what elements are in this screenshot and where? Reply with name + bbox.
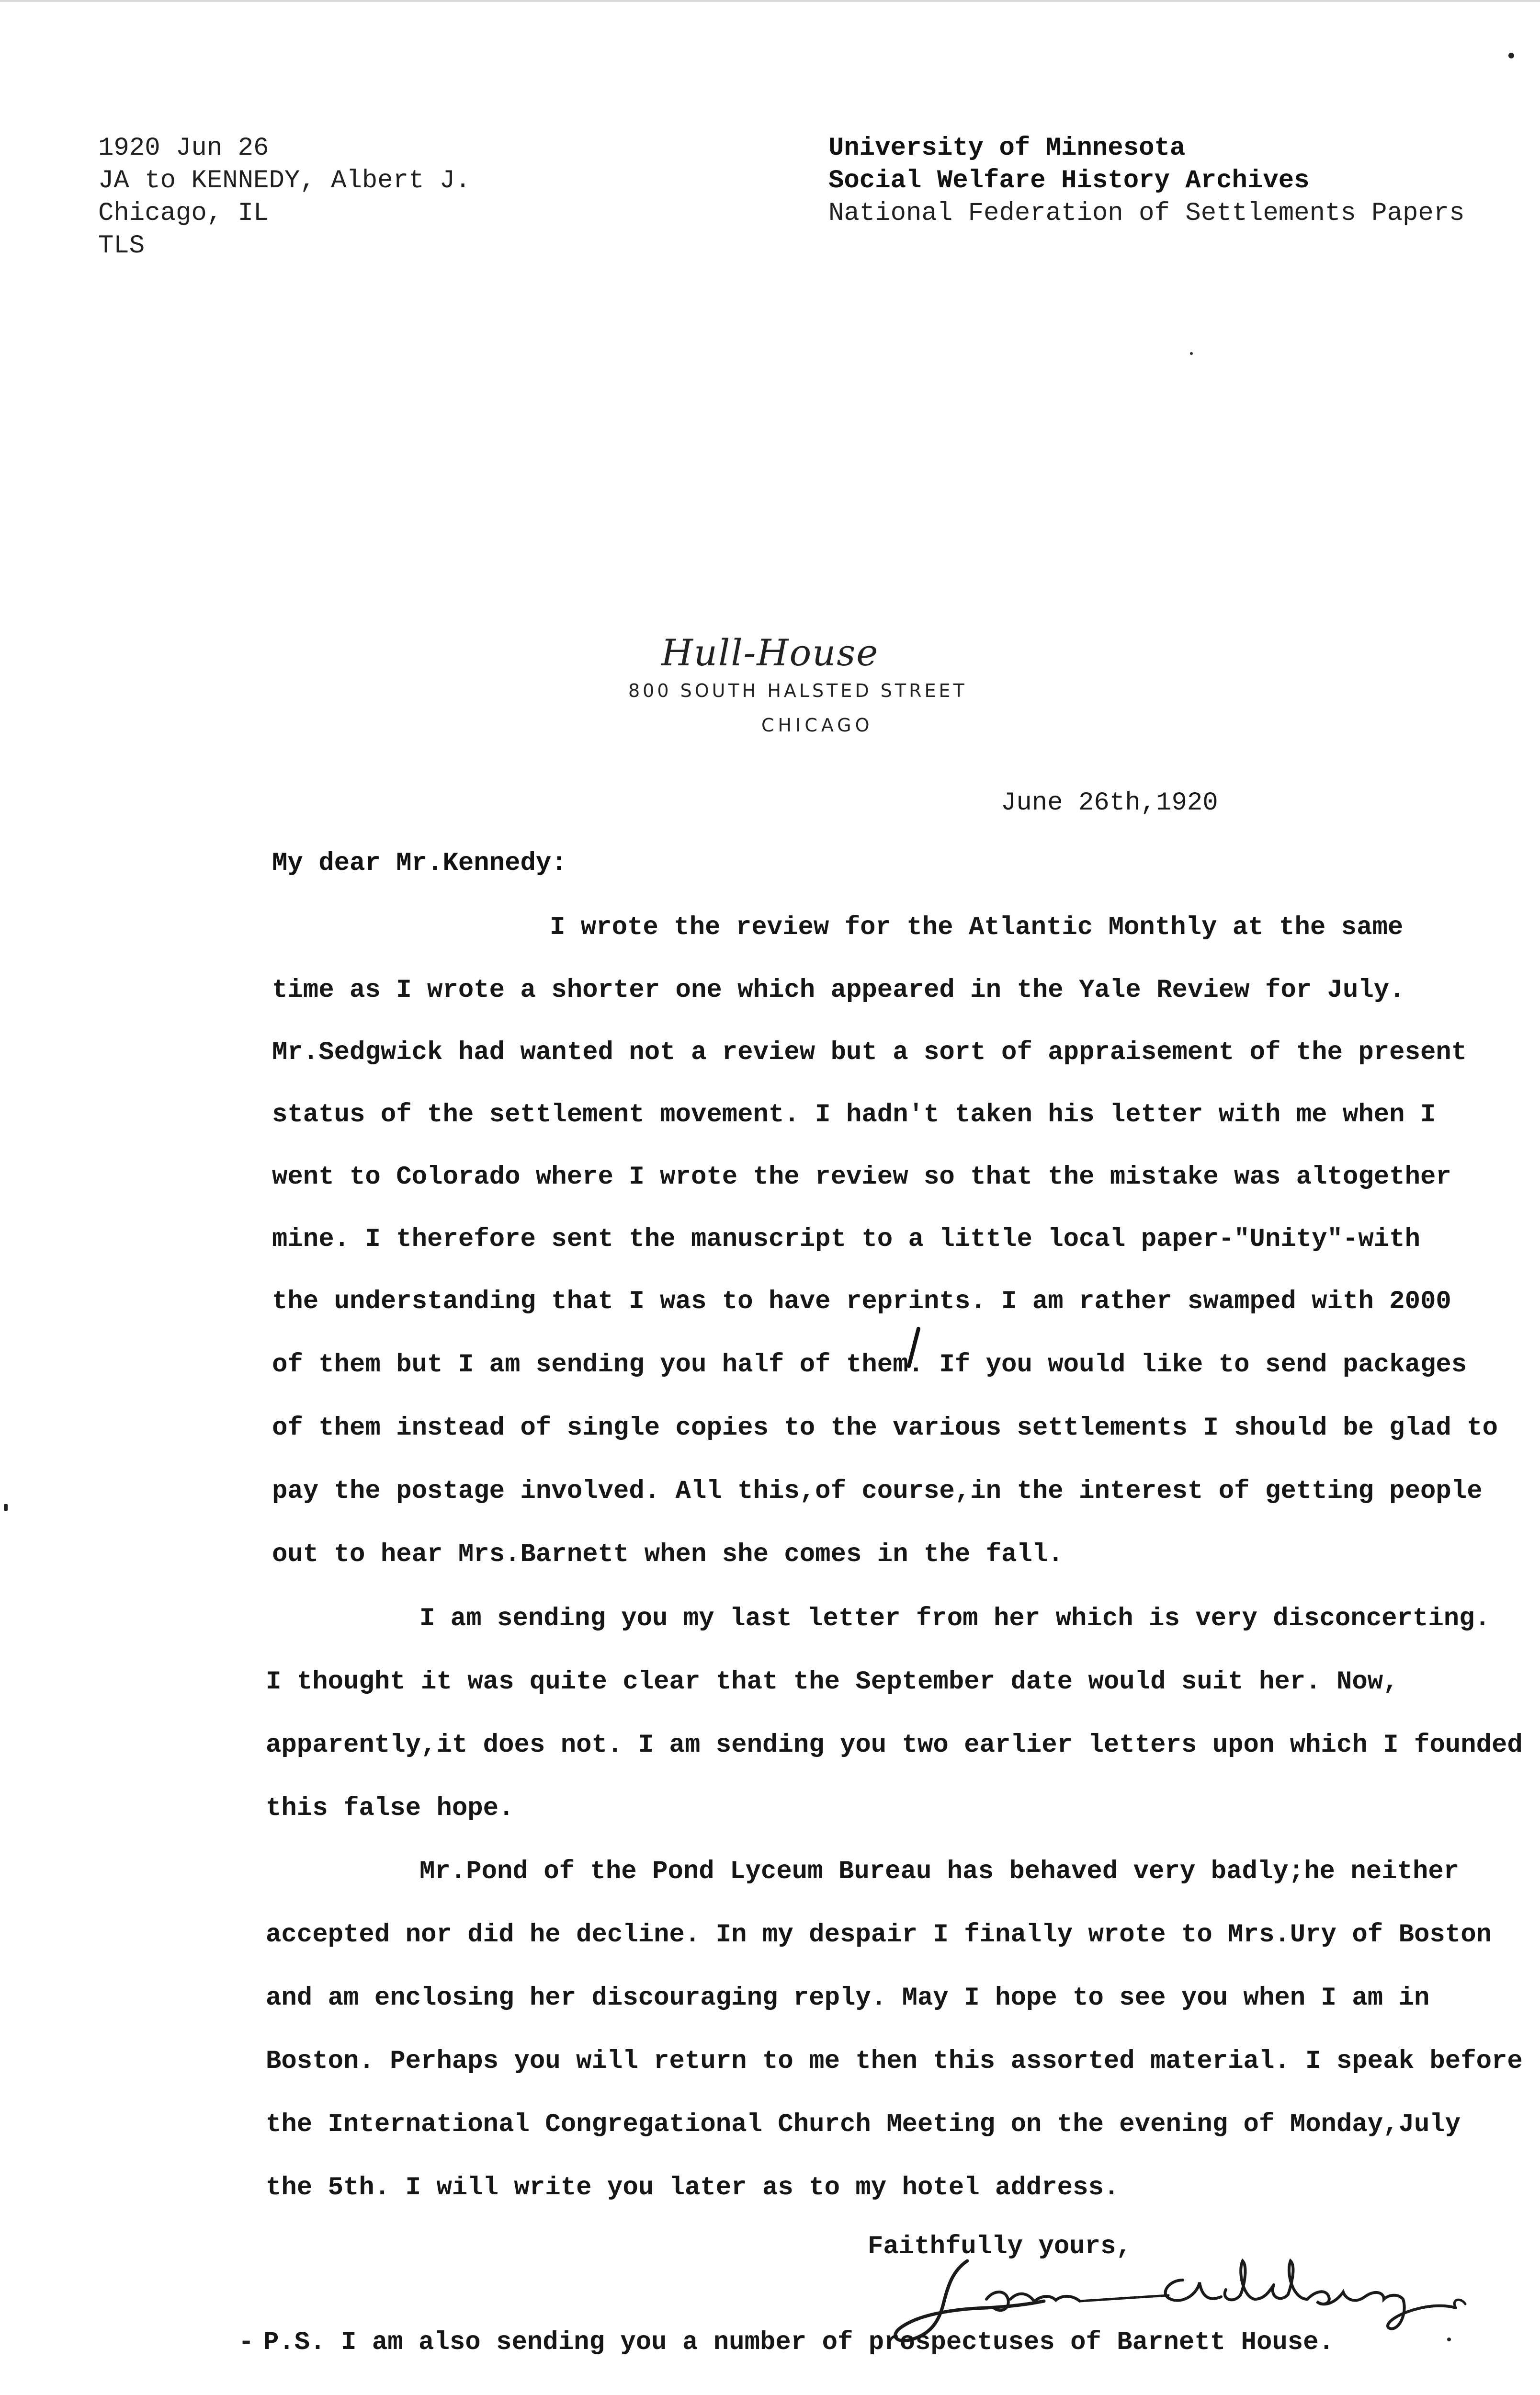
letterhead-city: CHICAGO bbox=[761, 715, 873, 736]
body-line: I wrote the review for the Atlantic Monthly at the same bbox=[550, 913, 1404, 942]
body-line: of them instead of single copies to the various settlements I should be glad to bbox=[272, 1414, 1498, 1443]
body-line: accepted nor did he decline. In my despair I finally wrote to Mrs.Ury of Boston bbox=[266, 1920, 1492, 1950]
metadata-correspondents: JA to KENNEDY, Albert J. bbox=[98, 166, 471, 195]
body-line: apparently,it does not. I am sending you two earlier letters upon which I founded bbox=[266, 1731, 1523, 1760]
salutation: My dear Mr.Kennedy: bbox=[272, 849, 567, 878]
body-line: and am enclosing her discouraging reply. May I hope to see you when I am in bbox=[266, 1984, 1430, 2013]
body-line: Boston. Perhaps you will return to me then this assorted material. I speak before bbox=[266, 2047, 1523, 2076]
ink-speck bbox=[1508, 53, 1514, 58]
letterhead-street: 800 SOUTH HALSTED STREET bbox=[628, 680, 967, 701]
metadata-type: TLS bbox=[98, 231, 145, 261]
letterhead-name: Hull-House bbox=[661, 631, 879, 674]
ink-speck bbox=[1190, 352, 1193, 355]
body-line: out to hear Mrs.Barnett when she comes in the fall. bbox=[272, 1540, 1064, 1569]
body-line: mine. I therefore sent the manuscript to a little local paper-"Unity"-with bbox=[272, 1225, 1420, 1254]
body-line: the 5th. I will write you later as to my hotel address. bbox=[266, 2173, 1120, 2202]
handwritten-slash-mark bbox=[906, 1327, 920, 1370]
archive-collection: Social Welfare History Archives bbox=[828, 166, 1310, 195]
body-line: of them but I am sending you half of them. If you would like to send packages bbox=[272, 1350, 1467, 1380]
postscript-mark: - bbox=[238, 2328, 254, 2357]
body-line: the understanding that I was to have reprints. I am rather swamped with 2000 bbox=[272, 1287, 1451, 1316]
archive-papers: National Federation of Settlements Papers bbox=[828, 199, 1465, 228]
body-line: Mr.Sedgwick had wanted not a review but a sort of appraisement of the present bbox=[272, 1038, 1467, 1067]
archive-institution: University of Minnesota bbox=[828, 134, 1186, 163]
body-line: pay the postage involved. All this,of course,in the interest of getting people bbox=[272, 1477, 1483, 1506]
archive-metadata-right bbox=[828, 132, 1465, 230]
metadata-place: Chicago, IL bbox=[98, 199, 269, 228]
closing: Faithfully yours, bbox=[868, 2232, 1132, 2261]
body-line: time as I wrote a shorter one which appeared in the Yale Review for July. bbox=[272, 976, 1405, 1005]
metadata-date: 1920 Jun 26 bbox=[98, 134, 269, 163]
letter-date: June 26th,1920 bbox=[1001, 788, 1218, 818]
body-line: I thought it was quite clear that the September date would suit her. Now, bbox=[266, 1667, 1399, 1697]
body-line: the International Congregational Church Meeting on the evening of Monday,July bbox=[266, 2110, 1461, 2139]
ink-speck bbox=[1447, 2338, 1451, 2341]
body-line: I am sending you my last letter from her which is very disconcerting. bbox=[419, 1604, 1490, 1633]
body-line: this false hope. bbox=[266, 1794, 514, 1823]
letterhead bbox=[626, 631, 914, 674]
body-line: went to Colorado where I wrote the review so that the mistake was altogether bbox=[272, 1163, 1451, 1192]
ink-speck bbox=[4, 1504, 8, 1511]
body-line: status of the settlement movement. I hadn't taken his letter with me when I bbox=[272, 1100, 1436, 1129]
archive-metadata-left bbox=[98, 132, 471, 262]
postscript: P.S. I am also sending you a number of prospectuses of Barnett House. bbox=[263, 2328, 1334, 2357]
body-line: Mr.Pond of the Pond Lyceum Bureau has behaved very badly;he neither bbox=[419, 1857, 1460, 1886]
